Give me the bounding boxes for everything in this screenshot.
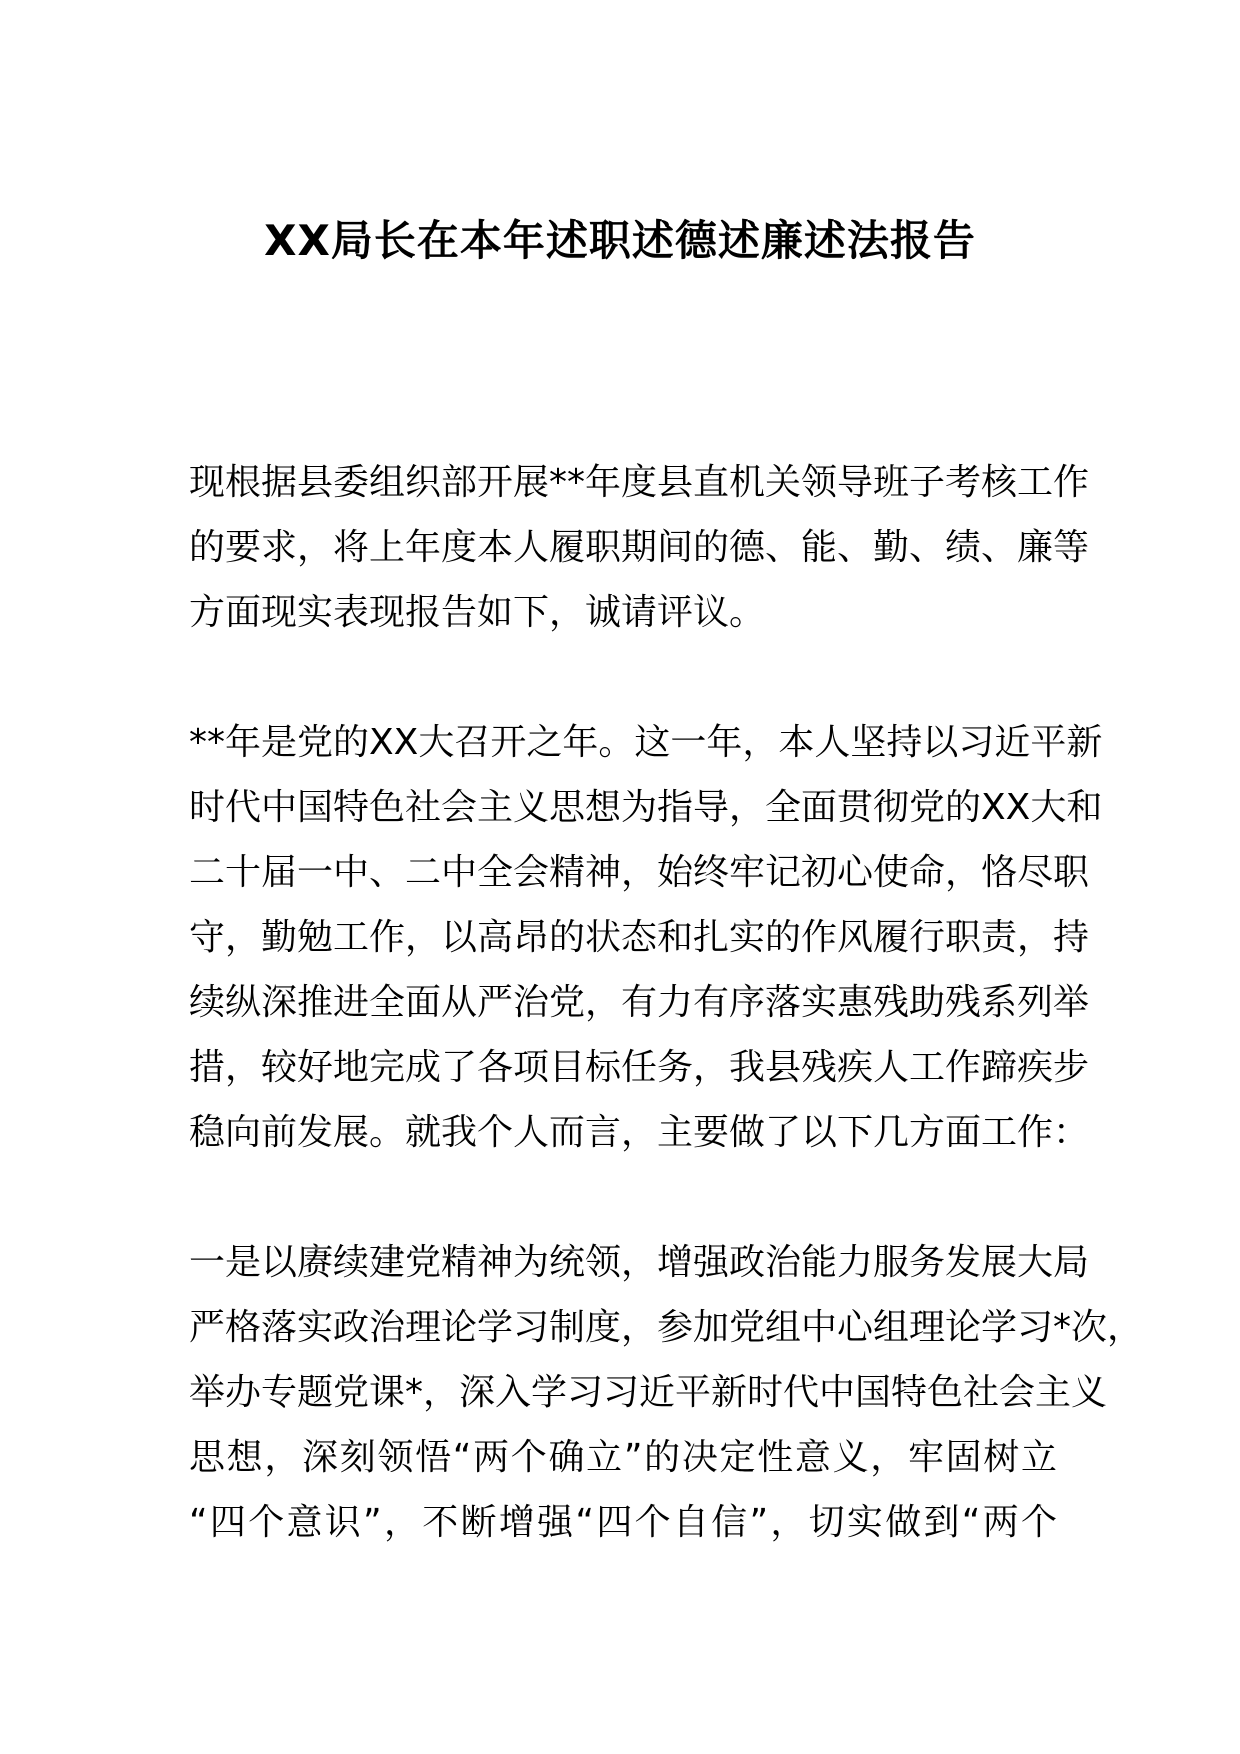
text-line: 守，勤勉工作，以高昂的状态和扎实的作风履行职责，持 [189,917,1090,958]
text-line: 措，较好地完成了各项目标任务，我县残疾人工作蹄疾步 [189,1047,1090,1088]
text-line: “四个意识”，不断增强“四个自信”，切实做到“两个 [189,1502,1057,1543]
text-line: 思想，深刻领悟“两个确立”的决定性意义，牢固树立 [189,1437,1057,1478]
text-line: 稳向前发展。就我个人而言，主要做了以下几方面工作： [189,1112,1090,1153]
text-line: 严格落实政治理论学习制度，参加党组中心组理论学习*次， [189,1307,1144,1348]
text-line: 一是以赓续建党精神为统领，增强政治能力服务发展大局 [189,1242,1090,1283]
document-title: XX局长在本年述职述德述廉述法报告 [264,216,976,265]
text-line: 的要求，将上年度本人履职期间的德、能、勤、绩、廉等 [189,527,1090,568]
text-line: 二十届一中、二中全会精神，始终牢记初心使命，恪尽职 [189,852,1090,893]
text-line: 现根据县委组织部开展**年度县直机关领导班子考核工作 [189,462,1090,503]
text-line: **年是党的XX大召开之年。这一年，本人坚持以习近平新 [189,722,1103,763]
text-line: 时代中国特色社会主义思想为指导，全面贯彻党的XX大和 [189,787,1103,828]
text-line: 举办专题党课*，深入学习习近平新时代中国特色社会主义 [189,1372,1108,1413]
text-line: 续纵深推进全面从严治党，有力有序落实惠残助残系列举 [189,982,1090,1023]
text-line: 方面现实表现报告如下，诚请评议。 [189,592,766,633]
